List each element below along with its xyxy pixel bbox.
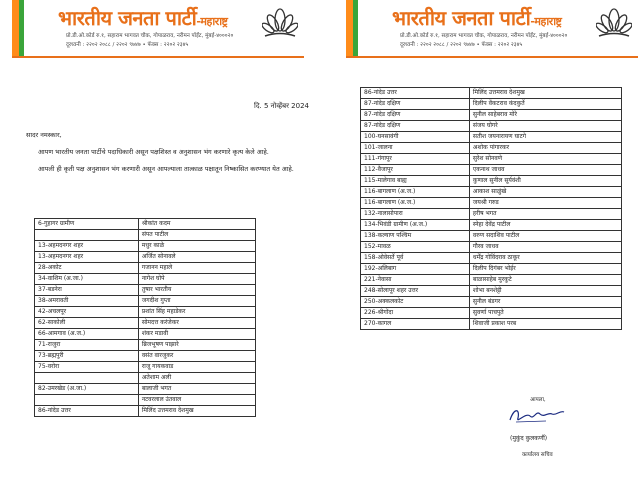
- constituency-cell: 66-आमगाव (अ.ज.): [35, 329, 139, 340]
- address: [400, 32, 567, 50]
- table-row: [35, 351, 256, 362]
- address-line: प्रो.डी.ओ.कोर्ड रु.१, सहाराम भागवत चौक, गोपाळराव, नरीमन पॉईंट, मुंबई-४०००२०: [400, 33, 568, 39]
- constituency-cell: 28-अकोट: [35, 263, 139, 274]
- constituency-cell: 86-नांदेड उत्तर: [35, 406, 139, 417]
- member-name-cell: जयश्री गरुड: [469, 198, 621, 209]
- table-row: [361, 143, 622, 154]
- table-row: [361, 297, 622, 308]
- table-row: [361, 121, 622, 132]
- member-name-cell: शोभा बनशेट्टी: [469, 286, 621, 297]
- contact-line: दूरध्वनी : २२०२ २०८८ / २२०२ ९७४७ • फॅक्स : २२०२ २३४५: [66, 42, 189, 48]
- state-suffix: -महाराष्ट्र: [196, 15, 228, 28]
- member-name-cell: दिलीप दिगंबर भोईर: [469, 264, 621, 275]
- table-row: [35, 285, 256, 296]
- member-name-cell: सुनील बंडगर: [469, 297, 621, 308]
- member-name-cell: गौरव जाधव: [469, 242, 621, 253]
- constituency-cell: [35, 373, 139, 384]
- member-name-cell: सुनील साहेबराव मोरे: [469, 110, 621, 121]
- address: [66, 32, 233, 50]
- table-row: [35, 318, 256, 329]
- table-row: [35, 274, 256, 285]
- table-row: [361, 209, 622, 220]
- member-name-cell: मिलिंद उत्तमराव देशमुख: [469, 88, 621, 99]
- constituency-cell: 6-गुहागर ग्रामीण: [35, 219, 139, 230]
- constituency-cell: 87-नांदेड दक्षिण: [361, 110, 470, 121]
- table-row: [361, 187, 622, 198]
- member-name-cell: श्रीकांत कदम: [138, 219, 255, 230]
- table-row: [361, 110, 622, 121]
- constituency-cell: 270-कागल: [361, 319, 470, 330]
- constituency-cell: 116-बागलाण (अ.ज.): [361, 187, 470, 198]
- lotus-logo-icon: [596, 6, 632, 42]
- constituency-cell: 250-अक्कलकोट: [361, 297, 470, 308]
- member-name-cell: अतेशाम अली: [138, 373, 255, 384]
- table-row: [35, 384, 256, 395]
- constituency-cell: [35, 395, 139, 406]
- member-name-cell: स्नेहा देवेंद्र पाटील: [469, 220, 621, 231]
- table-row: [361, 253, 622, 264]
- constituency-cell: 34-वाशिम (अ.जा.): [35, 274, 139, 285]
- constituency-cell: 82-उमरखेड (अ.जा.): [35, 384, 139, 395]
- constituency-cell: 73-ब्रह्मपुरी: [35, 351, 139, 362]
- table-row: [361, 198, 622, 209]
- member-name-cell: वरुण सदाशिव पाटील: [469, 231, 621, 242]
- member-name-cell: सुवर्णा पाचपुते: [469, 308, 621, 319]
- constituency-cell: 112-वैजापूर: [361, 165, 470, 176]
- table-row: [35, 406, 256, 417]
- page-gap: [312, 0, 334, 480]
- table-row: [361, 242, 622, 253]
- header-rule: [12, 56, 304, 58]
- table-row: [35, 241, 256, 252]
- member-name-cell: सतीश जयनारायण घाटगे: [469, 132, 621, 143]
- address-line: प्रो.डी.ओ.कोर्ड रु.१, सहाराम भागवत चौक, गोपाळराव, नरीमन पॉईंट, मुंबई-४०००२०: [66, 33, 234, 39]
- table-row: [361, 88, 622, 99]
- member-name-cell: अर्जित सोनावले: [138, 252, 255, 263]
- table-row: [35, 329, 256, 340]
- party-name-text: भारतीय जनता पार्टी: [58, 6, 197, 30]
- constituency-cell: 192-अलिबाग: [361, 264, 470, 275]
- letter-page-1: [4, 0, 308, 480]
- table-row: [361, 308, 622, 319]
- signer-role: कार्यालय सचिव: [522, 452, 553, 458]
- member-name-cell: बालाजी भगत: [138, 384, 255, 395]
- paragraph-1: आपण भारतीय जनता पार्टीचे पदाधिकारी असून पक्षशिस्त व अनुशासन भंग करणारे कृत्य केले आहे.: [38, 148, 269, 156]
- party-name: [58, 4, 227, 31]
- member-name-cell: जगदीश गुप्ता: [138, 296, 255, 307]
- member-name-cell: नटवरलाल उंतवाल: [138, 395, 255, 406]
- header-rule: [346, 56, 638, 58]
- table-row: [35, 263, 256, 274]
- table-row: [35, 252, 256, 263]
- table-row: [361, 275, 622, 286]
- member-name-cell: तुषार भारतीय: [138, 285, 255, 296]
- table-row: [361, 231, 622, 242]
- member-name-cell: गजानन महाले: [138, 263, 255, 274]
- constituency-cell: 75-वरोरा: [35, 362, 139, 373]
- member-name-cell: मिलिंद उत्तमराव देशमुख: [138, 406, 255, 417]
- constituency-cell: 38-अमरावती: [35, 296, 139, 307]
- member-name-cell: अशोक पांगारकर: [469, 143, 621, 154]
- table-row: [361, 220, 622, 231]
- member-name-cell: दिलीप वेंकटराव कंदकुर्ते: [469, 99, 621, 110]
- constituency-cell: 87-नांदेड दक्षिण: [361, 121, 470, 132]
- table-row: [35, 219, 256, 230]
- constituency-cell: 134-भिवंडी ग्रामीण (अ.ज.): [361, 220, 470, 231]
- constituency-cell: 101-जालना: [361, 143, 470, 154]
- member-name-cell: धर्मेंद्र गोविंदराव ठाकूर: [469, 253, 621, 264]
- member-name-cell: ब्रिजभूषण पाझारे: [138, 340, 255, 351]
- member-name-cell: एकनाथ जाधव: [469, 165, 621, 176]
- member-name-cell: हरीष भगत: [469, 209, 621, 220]
- member-name-cell: मधुर काळे: [138, 241, 255, 252]
- constituency-cell: 152-मावळ: [361, 242, 470, 253]
- table-row: [35, 395, 256, 406]
- constituency-cell: 138-कल्याण पश्चिम: [361, 231, 470, 242]
- constituency-cell: 115-मालेगाव बाह्य: [361, 176, 470, 187]
- signer-name: (मुकुंद कुलकर्णी): [510, 435, 548, 442]
- member-name-cell: संजय घोगरे: [469, 121, 621, 132]
- member-name-cell: राजू गायकवाड: [138, 362, 255, 373]
- lotus-logo-icon: [262, 6, 298, 42]
- state-suffix: -महाराष्ट्र: [530, 15, 562, 28]
- table-row: [361, 319, 622, 330]
- salutation: सादर नमस्कार,: [26, 131, 62, 139]
- flag-band: [12, 0, 24, 56]
- constituency-cell: 116-बागलाण (अ.ज.): [361, 198, 470, 209]
- constituency-cell: 62-साकोली: [35, 318, 139, 329]
- party-name-text: भारतीय जनता पार्टी: [392, 6, 531, 30]
- table-row: [361, 264, 622, 275]
- table-row: [361, 154, 622, 165]
- table-row: [35, 340, 256, 351]
- constituency-cell: 13-अहमदनगर शहर: [35, 241, 139, 252]
- table-row: [35, 307, 256, 318]
- table-row: [361, 176, 622, 187]
- constituency-cell: 37-बडनेरा: [35, 285, 139, 296]
- letter-date: दि. 5 नोव्हेंबर 2024: [254, 102, 309, 110]
- member-name-cell: वसंत वारजुकर: [138, 351, 255, 362]
- member-name-cell: सोमदत्त करंजेकर: [138, 318, 255, 329]
- member-name-cell: शिवाजी प्रकाश परब: [469, 319, 621, 330]
- constituency-cell: 132-नालासोपारा: [361, 209, 470, 220]
- member-name-cell: सुरेश सोनवणे: [469, 154, 621, 165]
- constituency-cell: 87-नांदेड दक्षिण: [361, 99, 470, 110]
- constituency-cell: 100-घनसावंगी: [361, 132, 470, 143]
- table-row: [361, 165, 622, 176]
- table-row: [35, 230, 256, 241]
- member-name-cell: नागेश घोपे: [138, 274, 255, 285]
- member-name-cell: प्रशांत सिंह महाडेकर: [138, 307, 255, 318]
- member-name-cell: कुणाल सुनील सूर्यवंशी: [469, 176, 621, 187]
- contact-line: दूरध्वनी : २२०२ २०८८ / २२०२ ९७४७ • फॅक्स : २२०२ २३४५: [400, 42, 523, 48]
- member-name-cell: संपत पाटील: [138, 230, 255, 241]
- member-name-cell: आकाश साळुंखे: [469, 187, 621, 198]
- constituency-cell: [35, 230, 139, 241]
- flag-band: [346, 0, 358, 56]
- table-row: [35, 296, 256, 307]
- party-name: [392, 4, 561, 31]
- member-name-cell: बाळासाहेब मुरकुटे: [469, 275, 621, 286]
- table-row: [35, 373, 256, 384]
- constituency-cell: 13-अहमदनगर शहर: [35, 252, 139, 263]
- constituency-cell: 248-सोलापूर शहर उत्तर: [361, 286, 470, 297]
- constituency-cell: 111-गंगापूर: [361, 154, 470, 165]
- table-row: [361, 99, 622, 110]
- signature-image: [506, 404, 566, 426]
- letter-page-2: [338, 0, 640, 480]
- constituency-cell: 158-ओवेसर्ते पूर्व: [361, 253, 470, 264]
- signature-label: आपला,: [530, 397, 546, 403]
- expelled-members-table-1: [34, 218, 256, 417]
- constituency-cell: 86-नांदेड उत्तर: [361, 88, 470, 99]
- member-name-cell: शंकर मडावी: [138, 329, 255, 340]
- constituency-cell: 226-श्रीगोंदा: [361, 308, 470, 319]
- constituency-cell: 42-अचलपूर: [35, 307, 139, 318]
- constituency-cell: 71-राजुरा: [35, 340, 139, 351]
- table-row: [361, 132, 622, 143]
- constituency-cell: 221-नेवासा: [361, 275, 470, 286]
- expelled-members-table-2: [360, 87, 622, 330]
- paragraph-2: आपली ही कृती पक्ष अनुशासन भंग करणारी असून आपल्याला तात्काळ पक्षातून निष्कासित करण्यात येत आहे.: [38, 165, 294, 173]
- letter-body: [26, 130, 296, 181]
- table-row: [361, 286, 622, 297]
- table-row: [35, 362, 256, 373]
